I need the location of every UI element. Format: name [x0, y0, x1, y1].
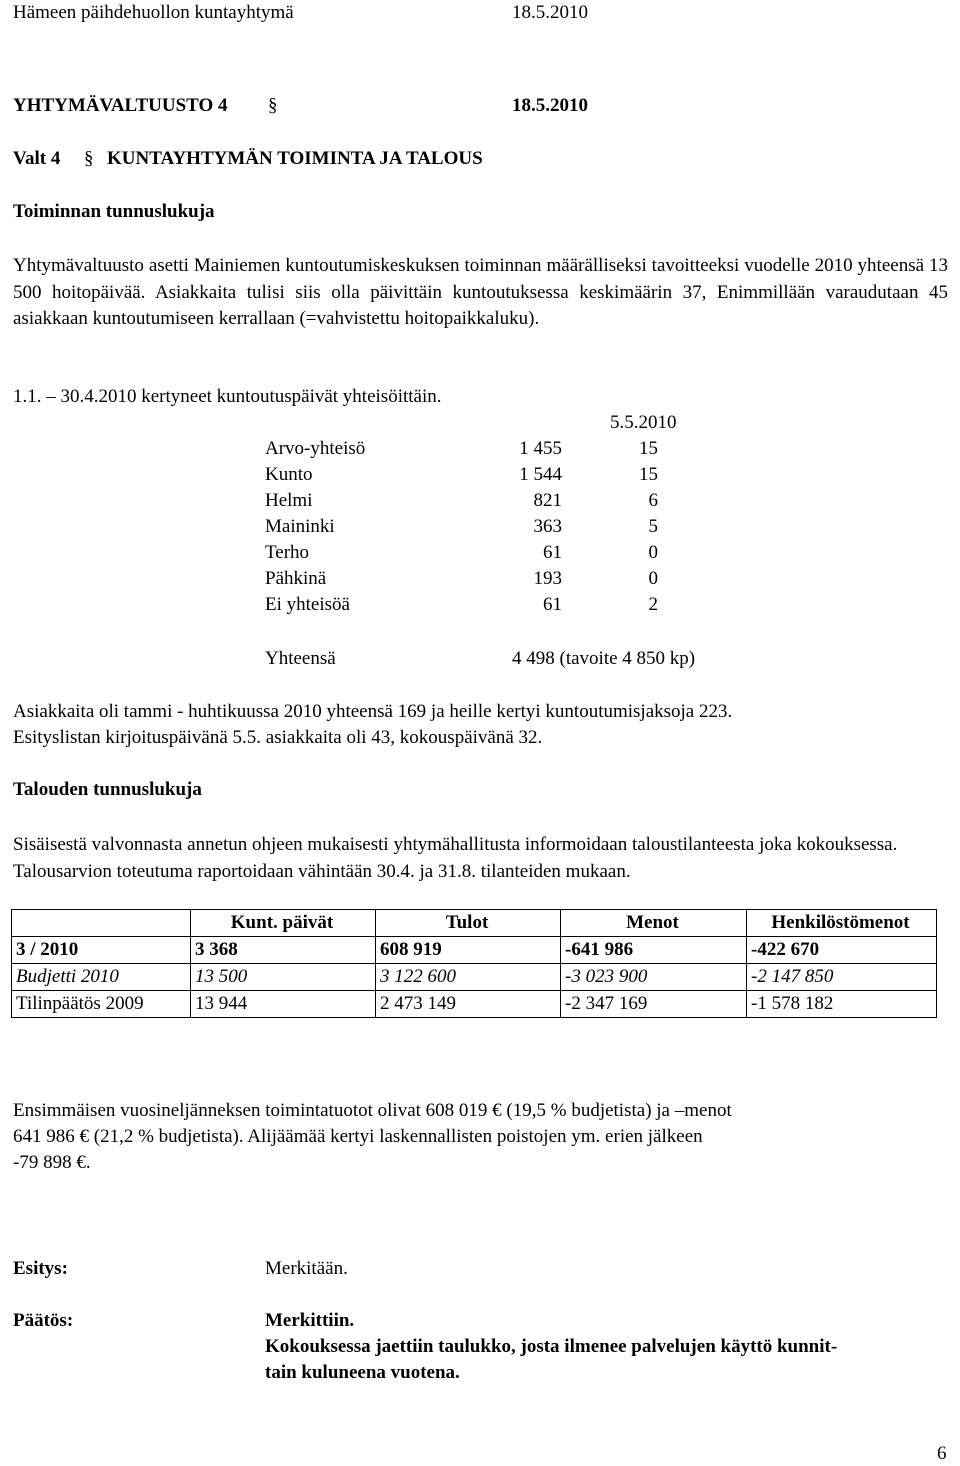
total-label: Yhteensä	[265, 648, 336, 669]
operations-intro: Yhtymävaltuusto asetti Mainiemen kuntoutumiskeskuksen toiminnan määrälliseksi tavoitteeksi vuodelle 2010 yhteensä 13 500 hoitopäivää. Asiakkaita tulisi siis olla päivittäin kuntoutuksessa keskimäärin 37, Enimmillään varaudutaan 45 asiakkaan kuntoutumiseen kerrallaan (=vahvistettu hoitopaikkaluku).	[13, 255, 948, 329]
community-days: 363	[533, 516, 562, 537]
table-cell: 3 122 600	[376, 964, 561, 991]
finance-summary-line-2: 641 986 € (21,2 % budjetista). Alijäämää kertyi laskennallisten poistojen ym. erien jälkeen	[13, 1126, 703, 1147]
community-days: 1 455	[519, 438, 562, 459]
meeting-title: YHTYMÄVALTUUSTO 4	[13, 95, 228, 116]
list-item	[0, 490, 960, 516]
column-header: Menot	[561, 910, 747, 937]
community-current: 5	[648, 516, 658, 537]
decision-line-1: Merkittiin.	[265, 1310, 355, 1331]
table-row	[12, 991, 937, 1018]
community-name: Ei yhteisöä	[265, 594, 350, 615]
table-cell: 608 919	[376, 937, 561, 964]
table-cell: -2 147 850	[747, 964, 937, 991]
column-header: Henkilöstömenot	[747, 910, 937, 937]
table-cell: 3 368	[191, 937, 376, 964]
finance-heading: Talouden tunnuslukuja	[13, 779, 202, 800]
period-text: 1.1. – 30.4.2010 kertyneet kuntoutuspäivät yhteisöittäin.	[13, 386, 442, 407]
community-name: Kunto	[265, 464, 313, 485]
table-cell: 3 / 2010	[12, 937, 191, 964]
item-title: KUNTAYHTYMÄN TOIMINTA JA TALOUS	[107, 148, 483, 169]
column-header: Kunt. päivät	[191, 910, 376, 937]
date-column-header: 5.5.2010	[610, 412, 677, 433]
column-header	[12, 910, 191, 937]
table-row	[12, 937, 937, 964]
decision-line-2: Kokouksessa jaettiin taulukko, josta ilmenee palvelujen käyttö kunnit-	[265, 1336, 838, 1357]
table-cell: -2 347 169	[561, 991, 747, 1018]
community-days: 61	[543, 594, 562, 615]
clients-line-2: Esityslistan kirjoituspäivänä 5.5. asiakkaita oli 43, kokouspäivänä 32.	[13, 727, 543, 748]
table-cell: 13 500	[191, 964, 376, 991]
header-date: 18.5.2010	[512, 2, 588, 23]
table-cell: -3 023 900	[561, 964, 747, 991]
table-cell: Tilinpäätös 2009	[12, 991, 191, 1018]
community-current: 0	[648, 568, 658, 589]
clients-line-1: Asiakkaita oli tammi - huhtikuussa 2010 yhteensä 169 ja heille kertyi kuntoutumisjaksoja 223.	[13, 701, 733, 722]
operations-heading: Toiminnan tunnuslukuja	[13, 201, 215, 222]
table-cell: -641 986	[561, 937, 747, 964]
community-name: Maininki	[265, 516, 335, 537]
table-cell: -422 670	[747, 937, 937, 964]
table-cell: Budjetti 2010	[12, 964, 191, 991]
community-name: Helmi	[265, 490, 313, 511]
table-cell: 13 944	[191, 991, 376, 1018]
community-name: Terho	[265, 542, 310, 563]
column-header: Tulot	[376, 910, 561, 937]
item-section-sign: §	[84, 148, 94, 169]
table-header-row	[12, 910, 937, 937]
community-current: 0	[648, 542, 658, 563]
community-days: 61	[543, 542, 562, 563]
table-cell: -1 578 182	[747, 991, 937, 1018]
finance-intro: Sisäisestä valvonnasta annetun ohjeen mukaisesti yhtymähallitusta informoidaan taloustilanteesta joka kokouksessa. Talousarvion toteutuma raportoidaan vähintään 30.4. ja 31.8. tilanteiden mukaan.	[13, 834, 898, 882]
table-cell: 2 473 149	[376, 991, 561, 1018]
decision-label: Päätös:	[13, 1310, 74, 1331]
list-item	[0, 594, 960, 620]
community-current: 6	[648, 490, 658, 511]
community-days: 821	[533, 490, 562, 511]
finance-table	[11, 909, 937, 1018]
community-current: 15	[639, 438, 658, 459]
organization-name: Hämeen päihdehuollon kuntayhtymä	[13, 2, 294, 23]
table-row	[12, 964, 937, 991]
proposal-label: Esitys:	[13, 1258, 68, 1279]
community-name: Arvo-yhteisö	[265, 438, 366, 459]
community-name: Pähkinä	[265, 568, 327, 589]
finance-summary-line-1: Ensimmäisen vuosineljänneksen toimintatuotot olivat 608 019 € (19,5 % budjetista) ja –menot	[13, 1100, 732, 1121]
section-sign: §	[268, 95, 278, 116]
list-item	[0, 438, 960, 464]
list-item	[0, 568, 960, 594]
list-item	[0, 542, 960, 568]
list-item	[0, 464, 960, 490]
finance-summary-line-3: -79 898 €.	[13, 1152, 91, 1173]
meeting-date: 18.5.2010	[512, 95, 588, 116]
list-item	[0, 516, 960, 542]
community-days: 1 544	[519, 464, 562, 485]
community-current: 2	[648, 594, 658, 615]
total-value: 4 498 (tavoite 4 850 kp)	[512, 648, 696, 669]
decision-line-3: tain kuluneena vuotena.	[265, 1362, 460, 1383]
page-number: 6	[937, 1443, 947, 1464]
item-label: Valt 4	[13, 148, 61, 169]
proposal-text: Merkitään.	[265, 1258, 348, 1279]
community-current: 15	[639, 464, 658, 485]
community-days: 193	[533, 568, 562, 589]
